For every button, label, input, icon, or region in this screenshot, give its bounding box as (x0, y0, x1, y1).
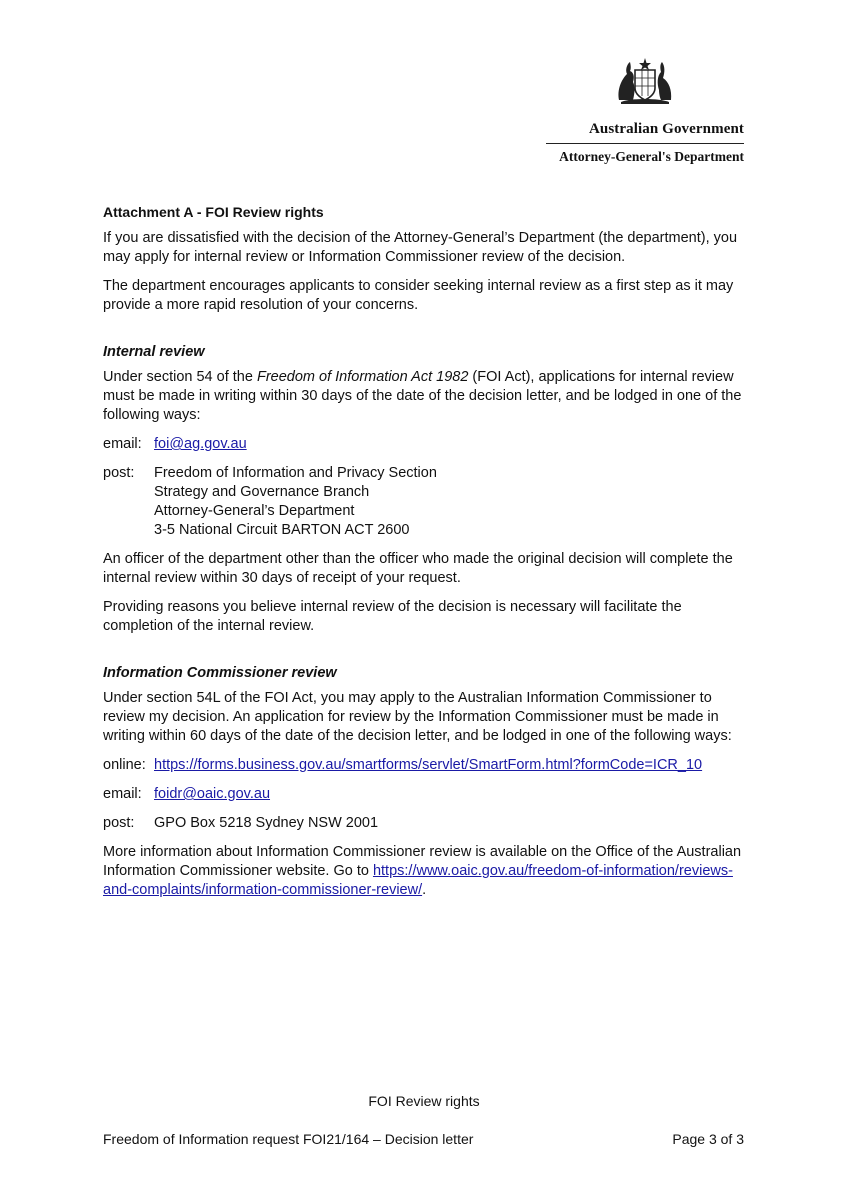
ic-review-paragraph-2: More information about Information Commissioner review is available on the Office of the Australian Information Commissioner website. Go to https://www.oaic.gov.au/freedom-of-information/reviews-and-complaints/information-commissioner-review/. (103, 844, 742, 898)
internal-post-row (103, 464, 753, 540)
government-header (589, 121, 744, 138)
post-label: post: (103, 465, 135, 481)
address-line: Attorney-General’s Department (154, 503, 355, 519)
internal-review-paragraph: Under section 54 of the Freedom of Information Act 1982 (FOI Act), applications for internal review must be made in writing within 30 days of the date of the decision letter, and be lodged in one of the following ways: (103, 369, 742, 423)
internal-review-paragraph-3: Providing reasons you believe internal review of the decision is necessary will facilitate the completion of the internal review. (103, 599, 682, 634)
post-label: post: (103, 815, 135, 831)
coat-of-arms-logo (613, 56, 677, 106)
intro-paragraph-1: If you are dissatisfied with the decision of the Attorney-General’s Department (the department), you may apply for internal review or Information Commissioner review of the decision. (103, 230, 738, 265)
government-name: Australian Government (588, 121, 744, 137)
ic-review-heading: Information Commissioner review (103, 665, 337, 681)
internal-review-heading: Internal review (103, 344, 205, 360)
postal-address (154, 464, 437, 540)
ic-postal-address: GPO Box 5218 Sydney NSW 2001 (154, 815, 379, 831)
act-name: Freedom of Information Act 1982 (256, 369, 469, 385)
internal-review-paragraph-2: An officer of the department other than the officer who made the original decision will complete the internal review within 30 days of receipt of your request. (103, 551, 733, 586)
document-body (103, 203, 753, 910)
address-line: 3-5 National Circuit BARTON ACT 2600 (154, 522, 410, 538)
intro-paragraph-2: The department encourages applicants to consider seeking internal review as a first step as it may provide a more rapid resolution of your concerns. (103, 278, 734, 313)
email-label: email: (103, 786, 142, 802)
address-line: Freedom of Information and Privacy Section (154, 465, 437, 481)
oaic-website-link[interactable]: https://www.oaic.gov.au/freedom-of-information/reviews-and-complaints/information-commissioner-review/ (103, 863, 733, 898)
internal-email-row (103, 435, 753, 454)
ic-post-row (103, 814, 753, 833)
footer-reference: Freedom of Information request FOI21/164 – Decision letter (103, 1131, 474, 1147)
foi-email-link[interactable]: foi@ag.gov.au (154, 436, 247, 452)
ic-online-row (103, 756, 753, 775)
page-number: Page 3 of 3 (672, 1131, 744, 1147)
smartform-link[interactable]: https://forms.business.gov.au/smartforms/servlet/SmartForm.html?formCode=ICR_10 (154, 757, 703, 773)
footer-title: FOI Review rights (368, 1093, 480, 1109)
ic-review-paragraph: Under section 54L of the FOI Act, you may apply to the Australian Information Commissioner to review my decision. An application for review by the Information Commissioner must be made in writing within 60 days of the date of the decision letter, and be lodged in one of the following ways: (103, 690, 732, 744)
address-line: Strategy and Governance Branch (154, 484, 370, 500)
header-divider (546, 143, 744, 144)
online-label: online: (103, 757, 146, 773)
attachment-title: Attachment A - FOI Review rights (103, 204, 324, 220)
foidr-email-link[interactable]: foidr@oaic.gov.au (154, 786, 271, 802)
department-name: Attorney-General's Department (559, 149, 744, 164)
ic-email-row (103, 785, 753, 804)
email-label: email: (103, 436, 142, 452)
